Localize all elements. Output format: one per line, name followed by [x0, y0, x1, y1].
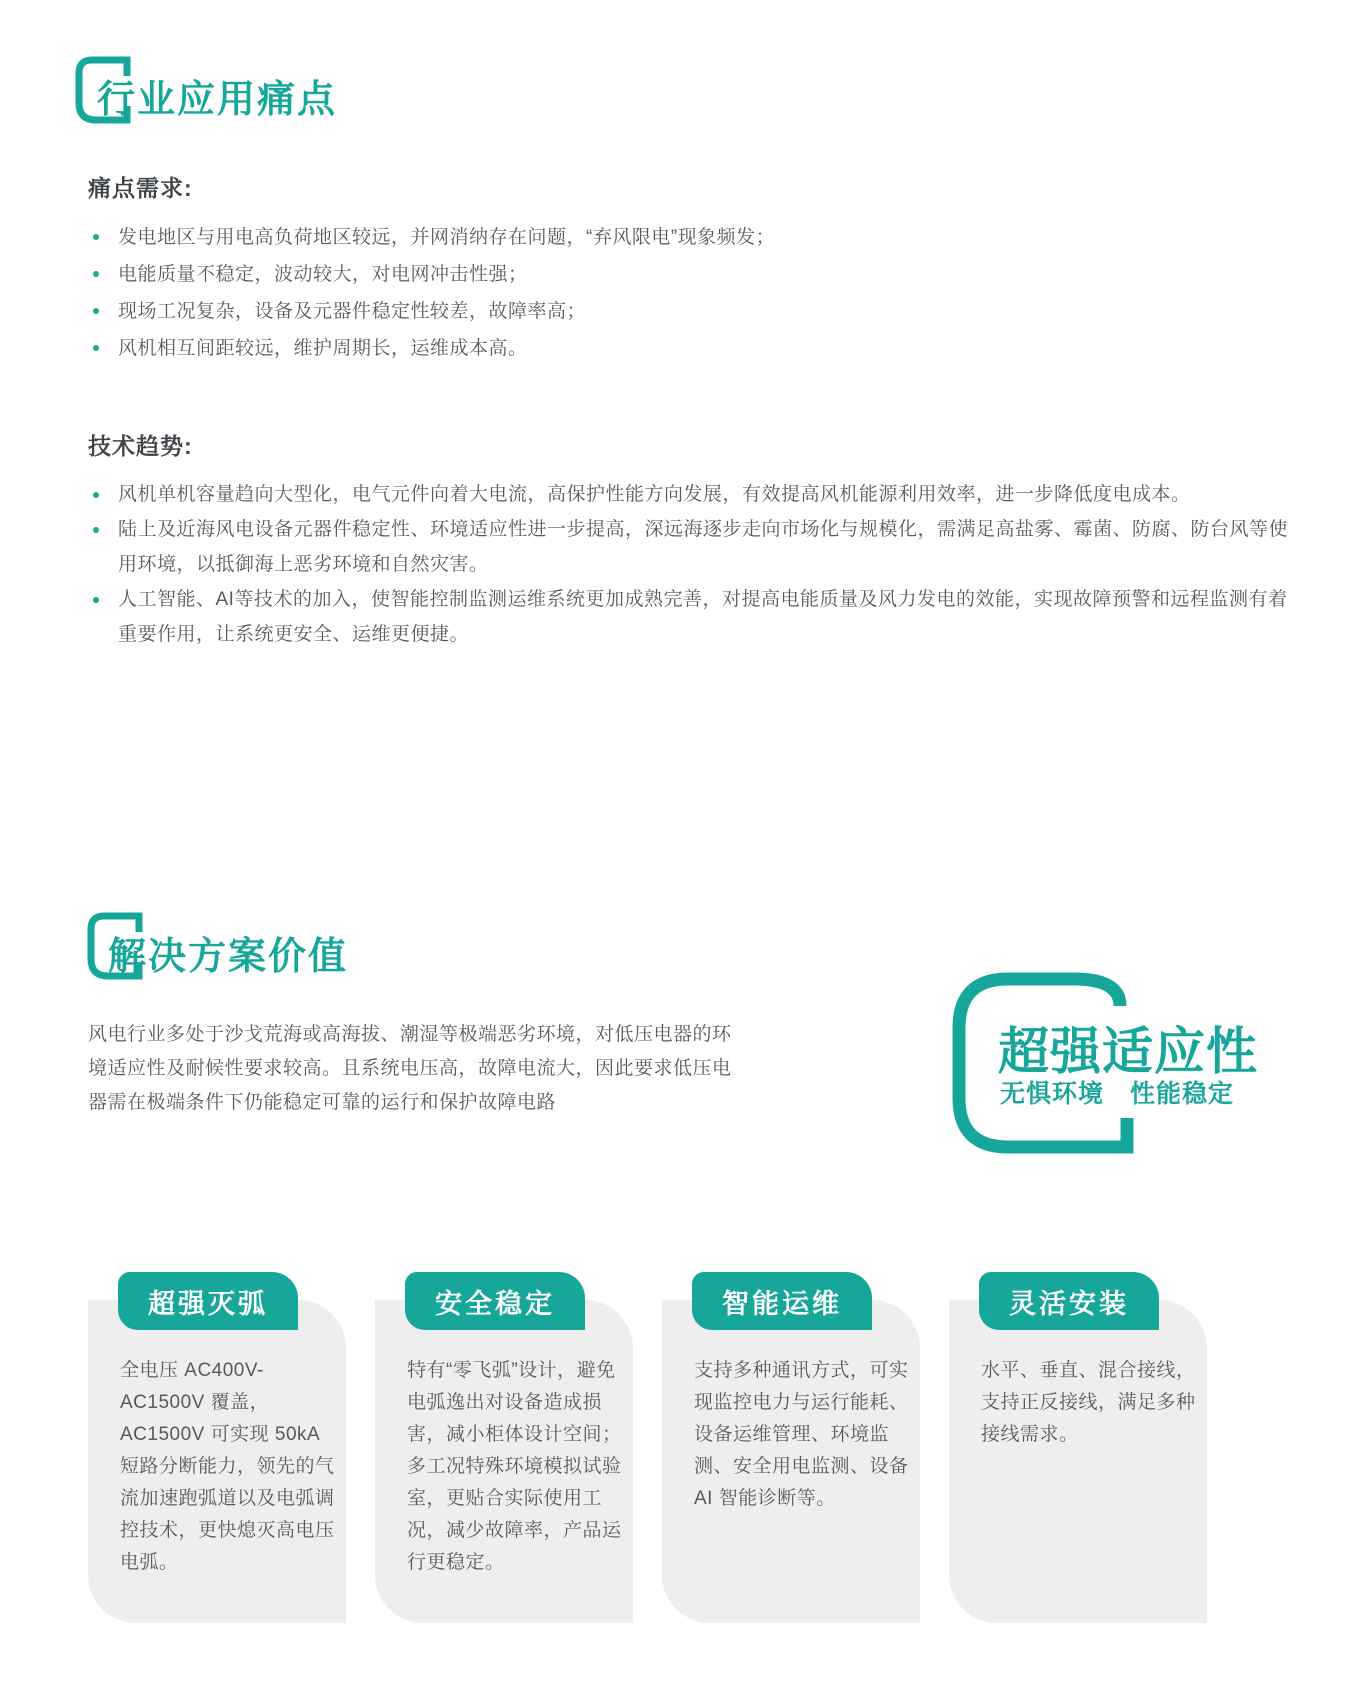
card-text: 支持多种通讯方式，可实现监控电力与运行能耗、设备运维管理、环境监测、安全用电监测、设备 AI 智能诊断等。 [694, 1360, 909, 1509]
bullet-item [88, 219, 775, 256]
pain-demands-block [88, 170, 775, 367]
tech-trends-heading: 技术趋势: [88, 433, 193, 459]
pain-demands-heading: 痛点需求: [88, 175, 193, 201]
bullet-dot-icon [93, 271, 99, 277]
section-title: 解决方案价值 [108, 936, 349, 978]
tech-trends-block [88, 428, 1288, 652]
card-title-pill: 安全稳定 [405, 1272, 585, 1330]
bullet-dot-icon [93, 527, 99, 533]
tech-trends-list [88, 477, 1288, 652]
bullet-item [88, 256, 775, 293]
card-body [949, 1300, 1207, 1623]
bullet-dot-icon [93, 345, 99, 351]
adaptability-badge [946, 966, 1276, 1166]
badge-subtitle: 无惧环境 性能稳定 [1000, 1080, 1235, 1108]
feature-card-safety [375, 1272, 633, 1623]
bullet-text: 人工智能、AI等技术的加入，使智能控制监测运维系统更加成熟完善，对提高电能质量及风力发电的效能，实现故障预警和远程监测有着重要作用，让系统更安全、运维更便捷。 [118, 589, 1288, 645]
card-text: 全电压 AC400V-AC1500V 覆盖，AC1500V 可实现 50kA 短路分断能力，领先的气流加速跑弧道以及电弧调控技术，更快熄灭高电压电弧。 [120, 1360, 335, 1573]
card-title-pill: 灵活安装 [979, 1272, 1159, 1330]
card-body [88, 1300, 346, 1623]
card-title-pill: 智能运维 [692, 1272, 872, 1330]
bullet-item [88, 293, 775, 330]
section-header-pain-points [75, 55, 495, 127]
bullet-dot-icon [93, 234, 99, 240]
solution-value-paragraph: 风电行业多处于沙戈荒海或高海拔、潮湿等极端恶劣环境，对低压电器的环境适应性及耐候性要求较高。且系统电压高，故障电流大，因此要求低压电器需在极端条件下仍能稳定可靠的运行和保护故障电路 [88, 1024, 732, 1113]
bullet-item [88, 582, 1288, 652]
bullet-item [88, 330, 775, 367]
card-body [375, 1300, 633, 1623]
card-text: 特有“零飞弧”设计，避免电弧逸出对设备造成损害，减小柜体设计空间；多工况特殊环境模拟试验室，更贴合实际使用工况，减少故障率，产品运行更稳定。 [407, 1360, 622, 1573]
card-title-pill: 超强灭弧 [118, 1272, 298, 1330]
bullet-text: 电能质量不稳定，波动较大，对电网冲击性强； [118, 264, 528, 285]
bullet-dot-icon [93, 492, 99, 498]
bullet-text: 发电地区与用电高负荷地区较远，并网消纳存在问题，“弃风限电”现象频发； [118, 227, 776, 248]
bullet-dot-icon [93, 597, 99, 603]
section-title: 行业应用痛点 [97, 79, 338, 121]
bullet-text: 风机单机容量趋向大型化，电气元件向着大电流，高保护性能方向发展，有效提高风机能源利用效率，进一步降低度电成本。 [118, 484, 1191, 505]
feature-card-smart-ops [662, 1272, 920, 1623]
section-header-solution-value [87, 908, 507, 986]
feature-card-flexible-install [949, 1272, 1207, 1623]
bullet-item [88, 477, 1288, 512]
pain-demands-list [88, 219, 775, 367]
bullet-text: 现场工况复杂，设备及元器件稳定性较差，故障率高； [118, 301, 587, 322]
badge-title: 超强适应性 [998, 1023, 1259, 1080]
bullet-dot-icon [93, 308, 99, 314]
card-body [662, 1300, 920, 1623]
bullet-item [88, 512, 1288, 582]
bullet-text: 风机相互间距较远，维护周期长，运维成本高。 [118, 338, 528, 359]
feature-cards-row [88, 1272, 1207, 1623]
card-text: 水平、垂直、混合接线，支持正反接线，满足多种接线需求。 [981, 1360, 1196, 1445]
feature-card-arc-extinguish [88, 1272, 346, 1623]
bullet-text: 陆上及近海风电设备元器件稳定性、环境适应性进一步提高，深远海逐步走向市场化与规模化，需满足高盐雾、霉菌、防腐、防台风等使用环境，以抵御海上恶劣环境和自然灾害。 [118, 519, 1289, 575]
